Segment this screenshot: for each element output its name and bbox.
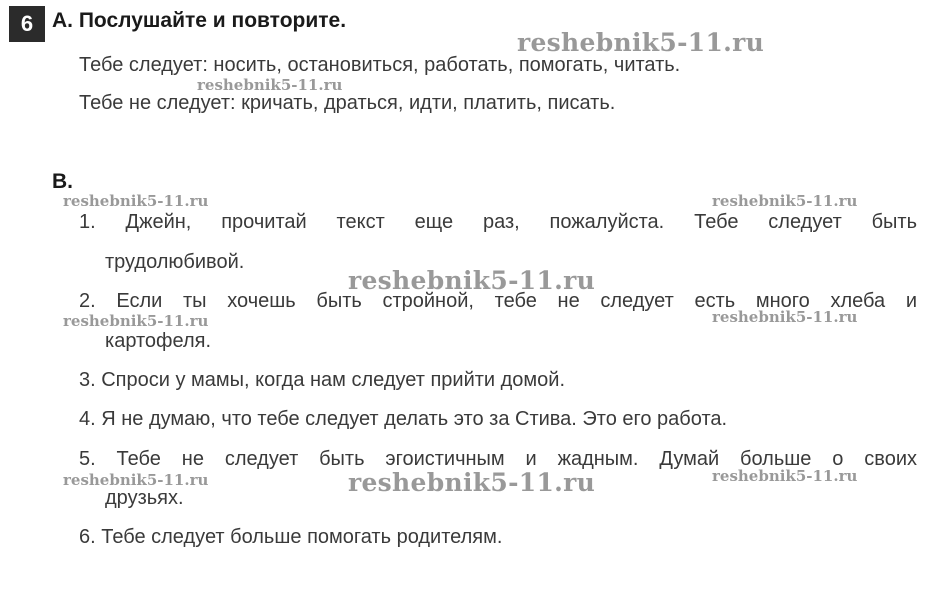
watermark: reshebnik5-11.ru [63, 312, 209, 330]
watermark: reshebnik5-11.ru [197, 76, 343, 94]
part-a-line-should-not: Тебе не следует: кричать, драться, идти, платить, писать. [79, 92, 616, 114]
item-4: 4. Я не думаю, что тебе следует делать это за Стива. Это его работа. [79, 408, 728, 430]
item-3: 3. Спроси у мамы, когда нам следует прийти домой. [79, 369, 566, 391]
item-5-line-1: 5. Тебе не следует быть эгоистичным и жадным. Думай больше о своих [79, 448, 917, 470]
item-2-line-2: картофеля. [105, 330, 212, 352]
part-a-title: A. Послушайте и повторите. [52, 9, 347, 32]
part-a-line-should: Тебе следует: носить, остановиться, работать, помогать, читать. [79, 54, 681, 76]
watermark: reshebnik5-11.ru [517, 28, 765, 57]
watermark: reshebnik5-11.ru [712, 308, 858, 326]
watermark: reshebnik5-11.ru [712, 192, 858, 210]
item-2-line-1: 2. Если ты хочешь быть стройной, тебе не следует есть много хлеба и [79, 290, 917, 312]
item-5-line-2: друзьях. [105, 487, 184, 509]
watermark: reshebnik5-11.ru [63, 192, 209, 210]
watermark: reshebnik5-11.ru [712, 467, 858, 485]
part-b-label: B. [52, 170, 73, 193]
exercise-number-badge: 6 [9, 6, 45, 42]
item-1-line-2: трудолюбивой. [105, 251, 245, 273]
item-1-line-1: 1. Джейн, прочитай текст еще раз, пожалуйста. Тебе следует быть [79, 211, 917, 233]
watermark: reshebnik5-11.ru [348, 468, 596, 497]
watermark: reshebnik5-11.ru [348, 266, 596, 295]
item-6: 6. Тебе следует больше помогать родителям. [79, 526, 503, 548]
watermark: reshebnik5-11.ru [63, 471, 209, 489]
